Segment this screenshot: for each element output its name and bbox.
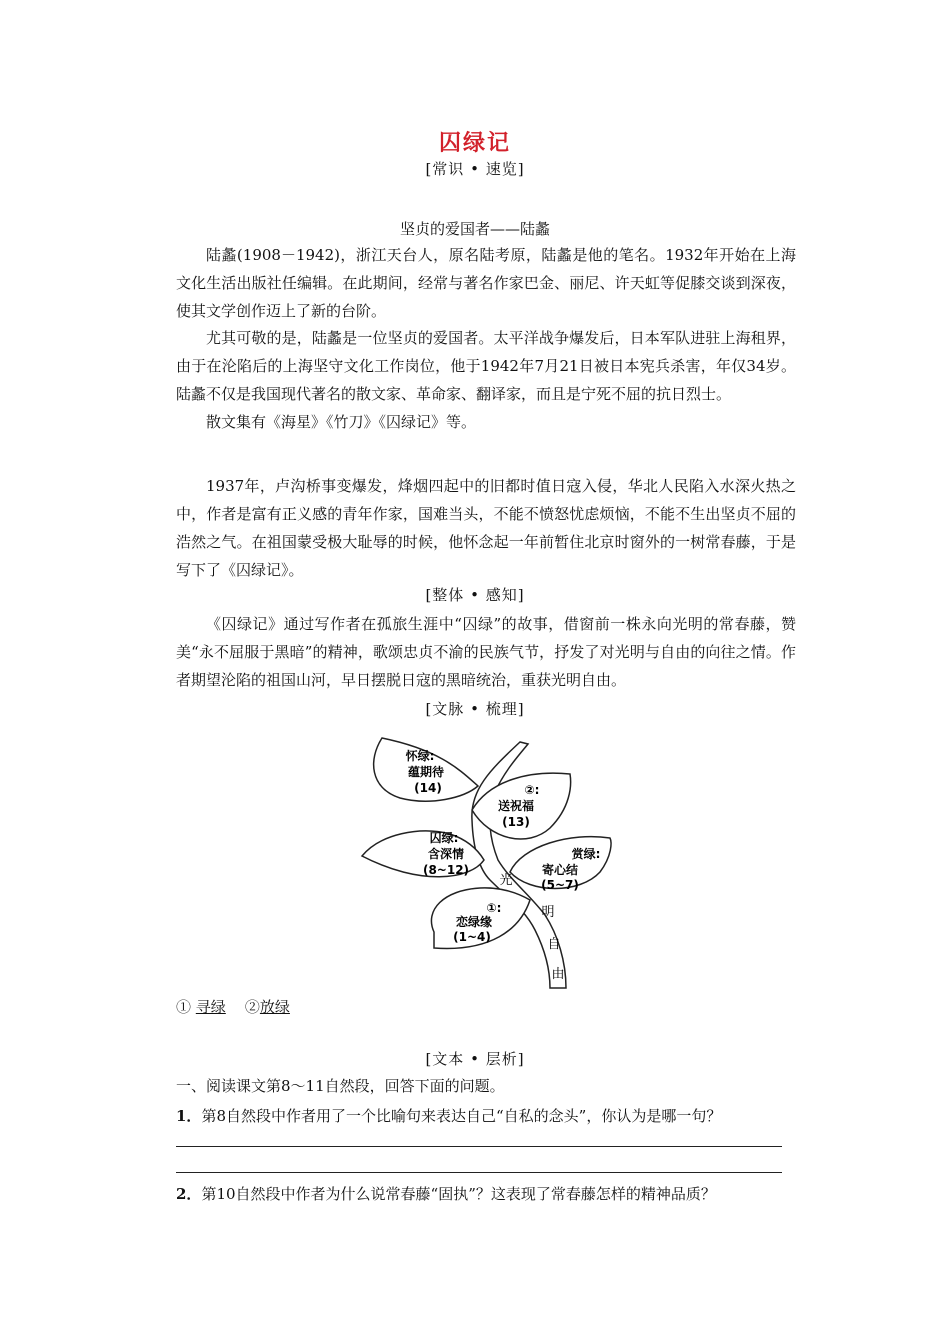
- questions-intro: 一、阅读课文第8～11自然段，回答下面的问题。: [176, 1077, 505, 1095]
- leaf-5-line-2: 恋绿缘: [455, 915, 493, 929]
- leaf-2-line-2: 送祝福: [497, 799, 535, 813]
- overview-paragraph: 《囚绿记》通过写作者在孤旅生涯中“囚绿”的故事，借窗前一株永向光明的常春藤，赞美“永不屈服于黑暗”的精神，歌颂忠贞不渝的民族气节，抒发了对光明与自由的向往之情。作者期望沦陷的祖国山河，早日摆脱日寇的黑暗统治，重获光明自由。: [176, 615, 796, 689]
- answer-1: 寻绿: [195, 998, 226, 1016]
- answer-2-mark: ②: [244, 998, 260, 1016]
- author-paragraph-3: 散文集有《海星》《竹刀》《囚绿记》等。: [206, 413, 477, 431]
- leaf-5-line-3: (1~4): [453, 930, 491, 944]
- question-1: [176, 1102, 796, 1130]
- leaf-1-line-3: (14): [414, 781, 442, 795]
- author-heading: 坚贞的爱国者——陆蠡: [399, 220, 550, 238]
- leaf-4-line-3: (5~7): [541, 878, 579, 892]
- leaf-3-line-3: (8~12): [422, 863, 470, 877]
- stem-char-4: 由: [551, 967, 565, 982]
- question-2-number: 2．: [176, 1185, 202, 1203]
- leaf-1-line-2: 蕴期待: [407, 765, 445, 779]
- author-paragraph-1: 陆蠡(1908－1942)，浙江天台人，原名陆考原，陆蠡是他的笔名。1932年开始在上海文化生活出版社任编辑。在此期间，经常与著名作家巴金、丽尼、许天虹等促膝交谈到深夜，使其文学创作迈上了新的台阶。: [176, 246, 796, 320]
- section-heading-overview: [常识 • 速览]: [425, 160, 525, 178]
- leaf-4-line-1: 赏绿:: [571, 847, 601, 861]
- diagram-answers: [176, 996, 290, 1017]
- answer-line-2[interactable]: [176, 1172, 782, 1173]
- section-heading-perception: [整体 • 感知]: [425, 586, 525, 604]
- author-paragraph-2: 尤其可敬的是，陆蠡是一位坚贞的爱国者。太平洋战争爆发后，日本军队进驻上海租界，由于在沦陷后的上海坚守文化工作岗位，他于1942年7月21日被日本宪兵杀害，年仅34岁。陆蠡不仅是我国现代著名的散文家、革命家、翻译家，而且是宁死不屈的抗日烈士。: [176, 329, 796, 403]
- leaf-1-line-1: 怀绿:: [405, 749, 435, 763]
- leaf-3-line-1: 囚绿:: [429, 831, 459, 845]
- stem-char-3: 自: [547, 937, 561, 952]
- question-1-number: 1．: [176, 1107, 202, 1125]
- leaf-2-line-1: ②:: [524, 783, 540, 797]
- structure-leaf-diagram: [360, 730, 620, 992]
- question-2: [176, 1180, 796, 1208]
- section-heading-structure: [文脉 • 梳理]: [425, 700, 525, 718]
- stem-char-1: 光: [499, 873, 513, 888]
- answer-1-mark: ①: [176, 998, 192, 1016]
- leaf-2-line-3: (13): [502, 815, 530, 829]
- question-2-text: 第10自然段中作者为什么说常春藤“固执”？这表现了常春藤怎样的精神品质？: [201, 1185, 716, 1203]
- page-title: 囚绿记: [438, 131, 511, 156]
- leaf-4-line-2: 寄心结: [541, 863, 579, 877]
- question-1-text: 第8自然段中作者用了一个比喻句来表达自己“自私的念头”，你认为是哪一句？: [201, 1107, 722, 1125]
- section-heading-analysis: [文本 • 层析]: [425, 1050, 525, 1068]
- leaf-5-line-1: ①:: [486, 901, 502, 915]
- stem-char-2: 明: [541, 905, 555, 920]
- leaf-3-line-2: 含深情: [427, 847, 465, 861]
- background-paragraph: 1937年，卢沟桥事变爆发，烽烟四起中的旧都时值日寇入侵，华北人民陷入水深火热之中，作者是富有正义感的青年作家，国难当头，不能不愤怒忧虑烦恼，不能不生出坚贞不屈的浩然之气。在祖国蒙受极大耻辱的时候，他怀念起一年前暂住北京时窗外的一树常春藤，于是写下了《囚绿记》。: [176, 477, 796, 579]
- answer-2: 放绿: [259, 998, 290, 1016]
- leaf-3-labels: [423, 830, 469, 877]
- answer-line-1[interactable]: [176, 1146, 782, 1147]
